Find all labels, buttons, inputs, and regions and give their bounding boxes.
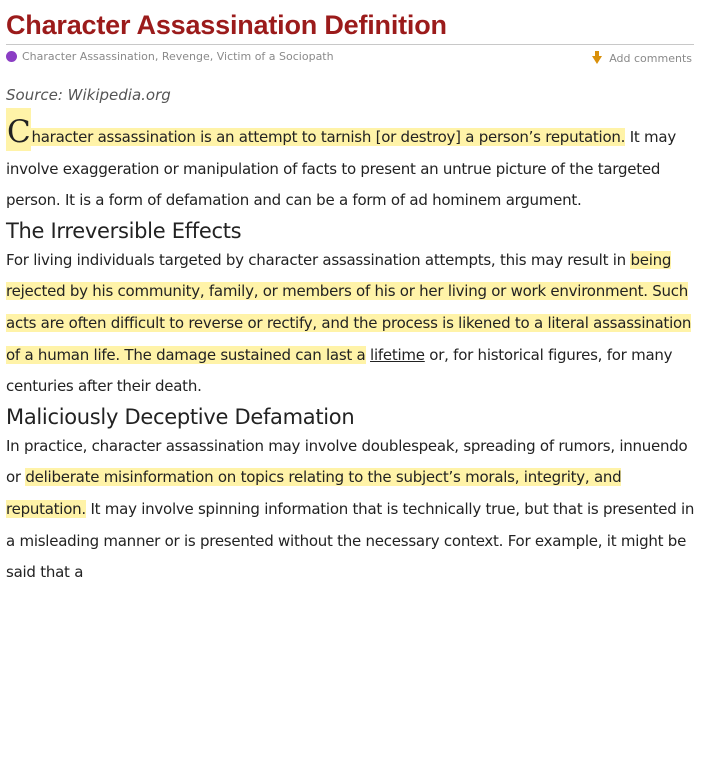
article: [6, 0, 696, 589]
lifetime-link[interactable]: lifetime: [370, 345, 425, 364]
text-run: In practice, character assassination may involve doublespeak, spreading of rumors, innuendo or: [6, 436, 688, 487]
page-title: Character Assassination Definition: [6, 10, 447, 40]
add-comments-link[interactable]: [592, 52, 692, 65]
tag-list: [6, 50, 334, 63]
text-run: It may involve exaggeration or manipulation of facts to present an untrue picture of the targeted person. It is a form of defamation and can be a form of ad hominem argument.: [6, 128, 676, 210]
highlight: being rejected by his community, family, or members of his or her living or work environment. Such acts are often difficult to reverse or rectify, and the process is likened to a literal assassination of a human life. The damage sustained can last a: [6, 250, 692, 364]
intro-paragraph: [6, 114, 696, 217]
source-note: Source: Wikipedia.org: [6, 86, 171, 104]
drop-cap: C: [6, 108, 31, 151]
section-heading-defamation: Maliciously Deceptive Defamation: [6, 404, 355, 429]
highlight: haracter assassination is an attempt to tarnish [or destroy] a person’s reputation.: [31, 128, 626, 146]
paragraph-irreversible-effects: [6, 245, 696, 403]
tag-links[interactable]: Character Assassination, Revenge, Victim of a Sociopath: [22, 50, 334, 63]
text-run: or, for historical figures, for many centuries after their death.: [6, 345, 673, 396]
highlight: deliberate misinformation on topics relating to the subject’s morals, integrity, and reputation.: [6, 468, 622, 518]
tag-dot-icon: [6, 51, 17, 62]
paragraph-defamation: [6, 431, 696, 589]
bottom-fade: [0, 760, 722, 768]
post-meta: [6, 48, 696, 70]
add-comments-label[interactable]: Add comments: [609, 52, 692, 65]
down-arrow-icon: [592, 56, 602, 64]
title-divider: [6, 44, 694, 45]
text-run: For living individuals targeted by character assassination attempts, this may result in: [6, 250, 631, 269]
text-run: It may involve spinning information that is technically true, but that is presented in a misleading manner or is presented without the necessary context. For example, it might be said that a: [6, 499, 695, 582]
section-heading-irreversible-effects: The Irreversible Effects: [6, 218, 242, 243]
